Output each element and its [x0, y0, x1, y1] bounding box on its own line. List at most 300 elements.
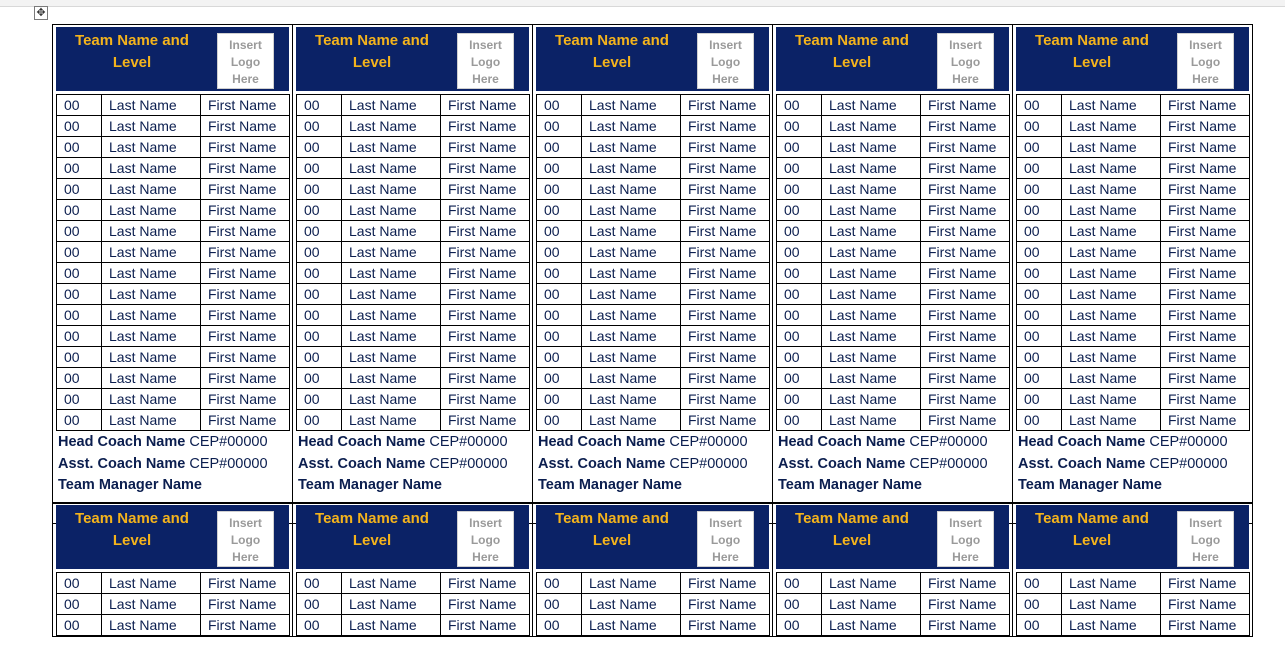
player-number-cell[interactable]: 00	[537, 242, 582, 263]
player-number-cell[interactable]: 00	[297, 116, 342, 137]
head-coach-line[interactable]	[538, 432, 769, 454]
player-number-cell[interactable]: 00	[537, 368, 582, 389]
last-name-cell[interactable]: Last Name	[102, 326, 201, 347]
player-number-cell[interactable]: 00	[1017, 116, 1062, 137]
last-name-cell[interactable]: Last Name	[342, 137, 441, 158]
first-name-cell[interactable]: First Name	[1161, 389, 1250, 410]
player-number-cell[interactable]: 00	[537, 221, 582, 242]
player-number-cell[interactable]: 00	[537, 347, 582, 368]
team-name-title[interactable]	[60, 30, 204, 74]
first-name-cell[interactable]: First Name	[681, 200, 770, 221]
player-number-cell[interactable]: 00	[1017, 389, 1062, 410]
last-name-cell[interactable]: Last Name	[582, 389, 681, 410]
last-name-cell[interactable]: Last Name	[1062, 305, 1161, 326]
player-number-cell[interactable]: 00	[1017, 573, 1062, 594]
logo-placeholder[interactable]	[697, 511, 754, 567]
logo-placeholder[interactable]	[697, 33, 754, 89]
last-name-cell[interactable]: Last Name	[1062, 200, 1161, 221]
first-name-cell[interactable]: First Name	[1161, 242, 1250, 263]
player-number-cell[interactable]: 00	[297, 389, 342, 410]
player-number-cell[interactable]: 00	[57, 200, 102, 221]
player-number-cell[interactable]: 00	[777, 347, 822, 368]
first-name-cell[interactable]: First Name	[1161, 594, 1250, 615]
last-name-cell[interactable]: Last Name	[342, 615, 441, 636]
asst-coach-line[interactable]	[1018, 454, 1249, 476]
player-number-cell[interactable]: 00	[297, 137, 342, 158]
first-name-cell[interactable]: First Name	[201, 242, 290, 263]
player-number-cell[interactable]: 00	[1017, 615, 1062, 636]
first-name-cell[interactable]: First Name	[201, 158, 290, 179]
first-name-cell[interactable]: First Name	[681, 284, 770, 305]
logo-placeholder[interactable]	[1177, 33, 1234, 89]
last-name-cell[interactable]: Last Name	[582, 573, 681, 594]
player-number-cell[interactable]: 00	[1017, 263, 1062, 284]
first-name-cell[interactable]: First Name	[681, 242, 770, 263]
last-name-cell[interactable]: Last Name	[582, 410, 681, 431]
last-name-cell[interactable]: Last Name	[582, 305, 681, 326]
first-name-cell[interactable]: First Name	[681, 326, 770, 347]
last-name-cell[interactable]: Last Name	[822, 594, 921, 615]
first-name-cell[interactable]: First Name	[441, 594, 530, 615]
logo-placeholder[interactable]	[937, 511, 994, 567]
player-number-cell[interactable]: 00	[777, 116, 822, 137]
team-name-title[interactable]	[540, 30, 684, 74]
first-name-cell[interactable]: First Name	[201, 347, 290, 368]
logo-placeholder[interactable]	[457, 511, 514, 567]
first-name-cell[interactable]: First Name	[201, 95, 290, 116]
team-name-title[interactable]	[1020, 30, 1164, 74]
player-number-cell[interactable]: 00	[537, 326, 582, 347]
last-name-cell[interactable]: Last Name	[822, 158, 921, 179]
last-name-cell[interactable]: Last Name	[1062, 263, 1161, 284]
first-name-cell[interactable]: First Name	[201, 116, 290, 137]
last-name-cell[interactable]: Last Name	[822, 615, 921, 636]
last-name-cell[interactable]: Last Name	[102, 200, 201, 221]
first-name-cell[interactable]: First Name	[201, 221, 290, 242]
last-name-cell[interactable]: Last Name	[1062, 594, 1161, 615]
first-name-cell[interactable]: First Name	[681, 389, 770, 410]
player-number-cell[interactable]: 00	[537, 116, 582, 137]
last-name-cell[interactable]: Last Name	[582, 221, 681, 242]
first-name-cell[interactable]: First Name	[441, 573, 530, 594]
team-manager-line[interactable]	[58, 475, 289, 497]
player-number-cell[interactable]: 00	[57, 573, 102, 594]
first-name-cell[interactable]: First Name	[1161, 615, 1250, 636]
last-name-cell[interactable]: Last Name	[822, 305, 921, 326]
last-name-cell[interactable]: Last Name	[342, 389, 441, 410]
team-name-title[interactable]	[780, 508, 924, 552]
last-name-cell[interactable]: Last Name	[342, 242, 441, 263]
last-name-cell[interactable]: Last Name	[822, 242, 921, 263]
player-number-cell[interactable]: 00	[1017, 179, 1062, 200]
first-name-cell[interactable]: First Name	[201, 389, 290, 410]
player-number-cell[interactable]: 00	[777, 305, 822, 326]
last-name-cell[interactable]: Last Name	[822, 284, 921, 305]
player-number-cell[interactable]: 00	[777, 573, 822, 594]
player-number-cell[interactable]: 00	[57, 368, 102, 389]
last-name-cell[interactable]: Last Name	[1062, 221, 1161, 242]
first-name-cell[interactable]: First Name	[1161, 221, 1250, 242]
player-number-cell[interactable]: 00	[297, 594, 342, 615]
last-name-cell[interactable]: Last Name	[102, 179, 201, 200]
first-name-cell[interactable]: First Name	[681, 368, 770, 389]
first-name-cell[interactable]: First Name	[1161, 263, 1250, 284]
last-name-cell[interactable]: Last Name	[102, 594, 201, 615]
player-number-cell[interactable]: 00	[777, 284, 822, 305]
first-name-cell[interactable]: First Name	[921, 326, 1010, 347]
team-name-title[interactable]	[540, 508, 684, 552]
player-number-cell[interactable]: 00	[297, 305, 342, 326]
player-number-cell[interactable]: 00	[57, 594, 102, 615]
first-name-cell[interactable]: First Name	[681, 594, 770, 615]
player-number-cell[interactable]: 00	[1017, 158, 1062, 179]
last-name-cell[interactable]: Last Name	[1062, 179, 1161, 200]
last-name-cell[interactable]: Last Name	[582, 179, 681, 200]
first-name-cell[interactable]: First Name	[1161, 368, 1250, 389]
first-name-cell[interactable]: First Name	[441, 95, 530, 116]
last-name-cell[interactable]: Last Name	[342, 200, 441, 221]
last-name-cell[interactable]: Last Name	[822, 95, 921, 116]
player-number-cell[interactable]: 00	[1017, 284, 1062, 305]
player-number-cell[interactable]: 00	[297, 615, 342, 636]
player-number-cell[interactable]: 00	[57, 389, 102, 410]
first-name-cell[interactable]: First Name	[681, 347, 770, 368]
player-number-cell[interactable]: 00	[537, 200, 582, 221]
last-name-cell[interactable]: Last Name	[822, 389, 921, 410]
last-name-cell[interactable]: Last Name	[102, 347, 201, 368]
first-name-cell[interactable]: First Name	[921, 347, 1010, 368]
first-name-cell[interactable]: First Name	[201, 410, 290, 431]
last-name-cell[interactable]: Last Name	[582, 158, 681, 179]
first-name-cell[interactable]: First Name	[441, 368, 530, 389]
first-name-cell[interactable]: First Name	[1161, 305, 1250, 326]
first-name-cell[interactable]: First Name	[201, 263, 290, 284]
first-name-cell[interactable]: First Name	[1161, 179, 1250, 200]
last-name-cell[interactable]: Last Name	[342, 158, 441, 179]
last-name-cell[interactable]: Last Name	[102, 137, 201, 158]
first-name-cell[interactable]: First Name	[921, 242, 1010, 263]
last-name-cell[interactable]: Last Name	[102, 242, 201, 263]
first-name-cell[interactable]: First Name	[921, 594, 1010, 615]
first-name-cell[interactable]: First Name	[201, 326, 290, 347]
first-name-cell[interactable]: First Name	[201, 284, 290, 305]
first-name-cell[interactable]: First Name	[201, 305, 290, 326]
first-name-cell[interactable]: First Name	[921, 410, 1010, 431]
last-name-cell[interactable]: Last Name	[342, 284, 441, 305]
player-number-cell[interactable]: 00	[537, 158, 582, 179]
last-name-cell[interactable]: Last Name	[342, 116, 441, 137]
first-name-cell[interactable]: First Name	[201, 137, 290, 158]
last-name-cell[interactable]: Last Name	[102, 389, 201, 410]
last-name-cell[interactable]: Last Name	[822, 573, 921, 594]
last-name-cell[interactable]: Last Name	[822, 263, 921, 284]
first-name-cell[interactable]: First Name	[441, 284, 530, 305]
player-number-cell[interactable]: 00	[777, 594, 822, 615]
last-name-cell[interactable]: Last Name	[342, 221, 441, 242]
last-name-cell[interactable]: Last Name	[822, 116, 921, 137]
first-name-cell[interactable]: First Name	[921, 573, 1010, 594]
first-name-cell[interactable]: First Name	[201, 368, 290, 389]
first-name-cell[interactable]: First Name	[1161, 200, 1250, 221]
last-name-cell[interactable]: Last Name	[1062, 95, 1161, 116]
first-name-cell[interactable]: First Name	[681, 263, 770, 284]
last-name-cell[interactable]: Last Name	[342, 263, 441, 284]
player-number-cell[interactable]: 00	[1017, 347, 1062, 368]
player-number-cell[interactable]: 00	[57, 137, 102, 158]
first-name-cell[interactable]: First Name	[681, 116, 770, 137]
head-coach-line[interactable]	[58, 432, 289, 454]
last-name-cell[interactable]: Last Name	[1062, 158, 1161, 179]
player-number-cell[interactable]: 00	[1017, 410, 1062, 431]
asst-coach-line[interactable]	[778, 454, 1009, 476]
last-name-cell[interactable]: Last Name	[342, 594, 441, 615]
team-name-title[interactable]	[780, 30, 924, 74]
last-name-cell[interactable]: Last Name	[1062, 116, 1161, 137]
team-name-title[interactable]	[60, 508, 204, 552]
asst-coach-line[interactable]	[538, 454, 769, 476]
player-number-cell[interactable]: 00	[777, 615, 822, 636]
player-number-cell[interactable]: 00	[57, 305, 102, 326]
player-number-cell[interactable]: 00	[537, 284, 582, 305]
first-name-cell[interactable]: First Name	[1161, 116, 1250, 137]
player-number-cell[interactable]: 00	[777, 242, 822, 263]
player-number-cell[interactable]: 00	[297, 242, 342, 263]
first-name-cell[interactable]: First Name	[921, 263, 1010, 284]
first-name-cell[interactable]: First Name	[201, 200, 290, 221]
player-number-cell[interactable]: 00	[1017, 368, 1062, 389]
first-name-cell[interactable]: First Name	[201, 179, 290, 200]
first-name-cell[interactable]: First Name	[681, 305, 770, 326]
last-name-cell[interactable]: Last Name	[822, 179, 921, 200]
first-name-cell[interactable]: First Name	[1161, 95, 1250, 116]
last-name-cell[interactable]: Last Name	[582, 200, 681, 221]
player-number-cell[interactable]: 00	[1017, 221, 1062, 242]
first-name-cell[interactable]: First Name	[681, 615, 770, 636]
last-name-cell[interactable]: Last Name	[582, 368, 681, 389]
team-name-title[interactable]	[300, 508, 444, 552]
first-name-cell[interactable]: First Name	[921, 137, 1010, 158]
head-coach-line[interactable]	[298, 432, 529, 454]
player-number-cell[interactable]: 00	[297, 95, 342, 116]
player-number-cell[interactable]: 00	[1017, 242, 1062, 263]
first-name-cell[interactable]: First Name	[1161, 573, 1250, 594]
player-number-cell[interactable]: 00	[297, 158, 342, 179]
player-number-cell[interactable]: 00	[57, 284, 102, 305]
player-number-cell[interactable]: 00	[297, 179, 342, 200]
last-name-cell[interactable]: Last Name	[582, 137, 681, 158]
head-coach-line[interactable]	[778, 432, 1009, 454]
asst-coach-line[interactable]	[298, 454, 529, 476]
player-number-cell[interactable]: 00	[57, 263, 102, 284]
player-number-cell[interactable]: 00	[777, 389, 822, 410]
last-name-cell[interactable]: Last Name	[102, 368, 201, 389]
team-name-title[interactable]	[1020, 508, 1164, 552]
player-number-cell[interactable]: 00	[537, 615, 582, 636]
last-name-cell[interactable]: Last Name	[822, 200, 921, 221]
player-number-cell[interactable]: 00	[57, 116, 102, 137]
first-name-cell[interactable]: First Name	[1161, 158, 1250, 179]
first-name-cell[interactable]: First Name	[921, 389, 1010, 410]
first-name-cell[interactable]: First Name	[681, 573, 770, 594]
first-name-cell[interactable]: First Name	[681, 410, 770, 431]
first-name-cell[interactable]: First Name	[1161, 410, 1250, 431]
last-name-cell[interactable]: Last Name	[1062, 615, 1161, 636]
player-number-cell[interactable]: 00	[777, 200, 822, 221]
last-name-cell[interactable]: Last Name	[822, 347, 921, 368]
first-name-cell[interactable]: First Name	[1161, 137, 1250, 158]
player-number-cell[interactable]: 00	[777, 221, 822, 242]
player-number-cell[interactable]: 00	[57, 410, 102, 431]
player-number-cell[interactable]: 00	[57, 347, 102, 368]
player-number-cell[interactable]: 00	[777, 158, 822, 179]
asst-coach-line[interactable]	[58, 454, 289, 476]
first-name-cell[interactable]: First Name	[681, 95, 770, 116]
first-name-cell[interactable]: First Name	[921, 368, 1010, 389]
logo-placeholder[interactable]	[1177, 511, 1234, 567]
first-name-cell[interactable]: First Name	[1161, 284, 1250, 305]
last-name-cell[interactable]: Last Name	[822, 368, 921, 389]
last-name-cell[interactable]: Last Name	[1062, 389, 1161, 410]
player-number-cell[interactable]: 00	[537, 573, 582, 594]
first-name-cell[interactable]: First Name	[201, 594, 290, 615]
first-name-cell[interactable]: First Name	[681, 221, 770, 242]
player-number-cell[interactable]: 00	[1017, 137, 1062, 158]
first-name-cell[interactable]: First Name	[201, 573, 290, 594]
player-number-cell[interactable]: 00	[537, 179, 582, 200]
player-number-cell[interactable]: 00	[537, 305, 582, 326]
player-number-cell[interactable]: 00	[297, 326, 342, 347]
last-name-cell[interactable]: Last Name	[102, 158, 201, 179]
last-name-cell[interactable]: Last Name	[582, 615, 681, 636]
last-name-cell[interactable]: Last Name	[342, 326, 441, 347]
player-number-cell[interactable]: 00	[297, 368, 342, 389]
last-name-cell[interactable]: Last Name	[342, 179, 441, 200]
last-name-cell[interactable]: Last Name	[1062, 137, 1161, 158]
last-name-cell[interactable]: Last Name	[102, 305, 201, 326]
last-name-cell[interactable]: Last Name	[582, 242, 681, 263]
last-name-cell[interactable]: Last Name	[822, 137, 921, 158]
player-number-cell[interactable]: 00	[777, 179, 822, 200]
first-name-cell[interactable]: First Name	[441, 410, 530, 431]
last-name-cell[interactable]: Last Name	[582, 347, 681, 368]
player-number-cell[interactable]: 00	[777, 263, 822, 284]
player-number-cell[interactable]: 00	[57, 158, 102, 179]
team-manager-line[interactable]	[778, 475, 1009, 497]
last-name-cell[interactable]: Last Name	[582, 116, 681, 137]
player-number-cell[interactable]: 00	[297, 410, 342, 431]
last-name-cell[interactable]: Last Name	[102, 573, 201, 594]
logo-placeholder[interactable]	[217, 511, 274, 567]
player-number-cell[interactable]: 00	[57, 95, 102, 116]
first-name-cell[interactable]: First Name	[441, 242, 530, 263]
last-name-cell[interactable]: Last Name	[1062, 410, 1161, 431]
last-name-cell[interactable]: Last Name	[822, 326, 921, 347]
first-name-cell[interactable]: First Name	[441, 116, 530, 137]
player-number-cell[interactable]: 00	[537, 95, 582, 116]
last-name-cell[interactable]: Last Name	[342, 573, 441, 594]
last-name-cell[interactable]: Last Name	[342, 347, 441, 368]
first-name-cell[interactable]: First Name	[441, 389, 530, 410]
player-number-cell[interactable]: 00	[297, 284, 342, 305]
first-name-cell[interactable]: First Name	[441, 137, 530, 158]
last-name-cell[interactable]: Last Name	[1062, 326, 1161, 347]
last-name-cell[interactable]: Last Name	[582, 95, 681, 116]
player-number-cell[interactable]: 00	[537, 389, 582, 410]
last-name-cell[interactable]: Last Name	[342, 95, 441, 116]
player-number-cell[interactable]: 00	[57, 179, 102, 200]
first-name-cell[interactable]: First Name	[1161, 326, 1250, 347]
team-manager-line[interactable]	[1018, 475, 1249, 497]
first-name-cell[interactable]: First Name	[441, 179, 530, 200]
last-name-cell[interactable]: Last Name	[102, 615, 201, 636]
last-name-cell[interactable]: Last Name	[102, 263, 201, 284]
last-name-cell[interactable]: Last Name	[102, 284, 201, 305]
player-number-cell[interactable]: 00	[777, 368, 822, 389]
last-name-cell[interactable]: Last Name	[1062, 284, 1161, 305]
first-name-cell[interactable]: First Name	[681, 179, 770, 200]
last-name-cell[interactable]: Last Name	[102, 221, 201, 242]
first-name-cell[interactable]: First Name	[921, 179, 1010, 200]
logo-placeholder[interactable]	[937, 33, 994, 89]
first-name-cell[interactable]: First Name	[921, 116, 1010, 137]
player-number-cell[interactable]: 00	[57, 221, 102, 242]
player-number-cell[interactable]: 00	[537, 263, 582, 284]
team-manager-line[interactable]	[538, 475, 769, 497]
player-number-cell[interactable]: 00	[297, 263, 342, 284]
logo-placeholder[interactable]	[457, 33, 514, 89]
head-coach-line[interactable]	[1018, 432, 1249, 454]
player-number-cell[interactable]: 00	[1017, 594, 1062, 615]
first-name-cell[interactable]: First Name	[921, 284, 1010, 305]
player-number-cell[interactable]: 00	[537, 137, 582, 158]
player-number-cell[interactable]: 00	[777, 410, 822, 431]
player-number-cell[interactable]: 00	[1017, 200, 1062, 221]
table-move-handle-icon[interactable]: ✥	[34, 6, 48, 20]
last-name-cell[interactable]: Last Name	[102, 410, 201, 431]
first-name-cell[interactable]: First Name	[921, 158, 1010, 179]
logo-placeholder[interactable]	[217, 33, 274, 89]
player-number-cell[interactable]: 00	[297, 573, 342, 594]
first-name-cell[interactable]: First Name	[441, 158, 530, 179]
player-number-cell[interactable]: 00	[777, 326, 822, 347]
first-name-cell[interactable]: First Name	[441, 305, 530, 326]
first-name-cell[interactable]: First Name	[441, 200, 530, 221]
first-name-cell[interactable]: First Name	[681, 137, 770, 158]
last-name-cell[interactable]: Last Name	[342, 305, 441, 326]
last-name-cell[interactable]: Last Name	[582, 263, 681, 284]
team-manager-line[interactable]	[298, 475, 529, 497]
first-name-cell[interactable]: First Name	[921, 615, 1010, 636]
first-name-cell[interactable]: First Name	[921, 221, 1010, 242]
player-number-cell[interactable]: 00	[57, 326, 102, 347]
player-number-cell[interactable]: 00	[1017, 95, 1062, 116]
first-name-cell[interactable]: First Name	[441, 326, 530, 347]
last-name-cell[interactable]: Last Name	[342, 368, 441, 389]
last-name-cell[interactable]: Last Name	[1062, 347, 1161, 368]
last-name-cell[interactable]: Last Name	[1062, 242, 1161, 263]
first-name-cell[interactable]: First Name	[441, 221, 530, 242]
last-name-cell[interactable]: Last Name	[822, 410, 921, 431]
last-name-cell[interactable]: Last Name	[582, 284, 681, 305]
last-name-cell[interactable]: Last Name	[1062, 573, 1161, 594]
team-name-title[interactable]	[300, 30, 444, 74]
player-number-cell[interactable]: 00	[297, 200, 342, 221]
first-name-cell[interactable]: First Name	[201, 615, 290, 636]
last-name-cell[interactable]: Last Name	[1062, 368, 1161, 389]
first-name-cell[interactable]: First Name	[441, 615, 530, 636]
player-number-cell[interactable]: 00	[57, 615, 102, 636]
player-number-cell[interactable]: 00	[57, 242, 102, 263]
